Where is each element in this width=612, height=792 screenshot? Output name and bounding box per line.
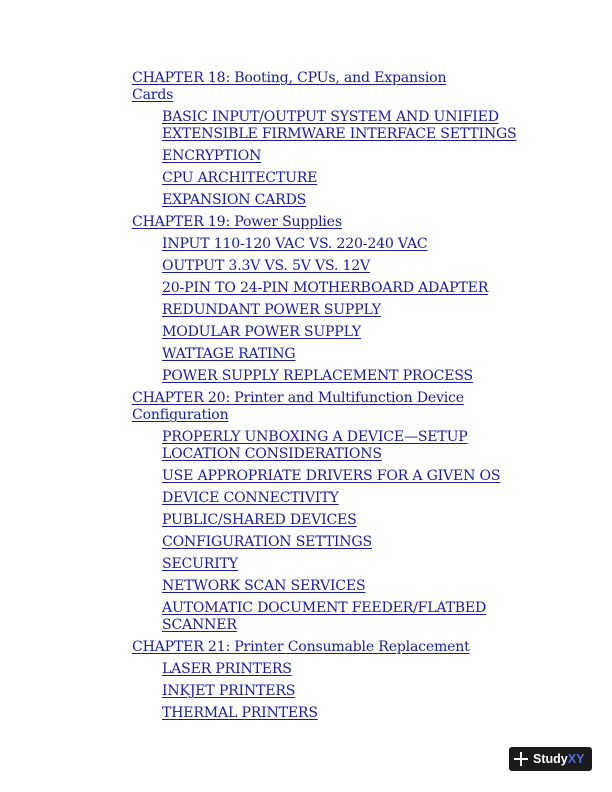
toc-link-chapter-19[interactable]: CHAPTER 19: Power Supplies [132, 214, 342, 230]
toc-link-cpu-architecture[interactable]: CPU ARCHITECTURE [162, 170, 318, 186]
brand-name [533, 752, 584, 766]
toc-link-redundant-power-supply[interactable]: REDUNDANT POWER SUPPLY [162, 302, 381, 318]
plus-icon [514, 752, 528, 766]
toc-link-public-shared-devices[interactable]: PUBLIC/SHARED DEVICES [162, 512, 357, 528]
toc-link-input-vac[interactable]: INPUT 110-120 VAC VS. 220-240 VAC [162, 236, 428, 252]
toc-link-chapter-18[interactable]: CHAPTER 18: Booting, CPUs, and Expansion Cards [132, 70, 447, 103]
toc-link-device-connectivity[interactable]: DEVICE CONNECTIVITY [162, 490, 339, 506]
studyxy-badge[interactable] [509, 747, 592, 771]
toc-link-appropriate-drivers[interactable]: USE APPROPRIATE DRIVERS FOR A GIVEN OS [162, 468, 501, 484]
toc-link-motherboard-adapter[interactable]: 20-PIN TO 24-PIN MOTHERBOARD ADAPTER [162, 280, 489, 296]
toc-link-chapter-20[interactable]: CHAPTER 20: Printer and Multifunction Device Configuration [132, 390, 464, 423]
toc-link-psu-replacement[interactable]: POWER SUPPLY REPLACEMENT PROCESS [162, 368, 473, 384]
toc-link-network-scan-services[interactable]: NETWORK SCAN SERVICES [162, 578, 366, 594]
brand-name-main: Study [533, 752, 568, 766]
toc-link-output-voltages[interactable]: OUTPUT 3.3V VS. 5V VS. 12V [162, 258, 371, 274]
toc-link-bios-uefi-settings[interactable]: BASIC INPUT/OUTPUT SYSTEM AND UNIFIED EXTENSIBLE FIRMWARE INTERFACE SETTINGS [162, 109, 517, 142]
toc-link-thermal-printers[interactable]: THERMAL PRINTERS [162, 705, 318, 721]
toc-link-security[interactable]: SECURITY [162, 556, 238, 572]
toc-link-wattage-rating[interactable]: WATTAGE RATING [162, 346, 296, 362]
toc-link-adf-flatbed-scanner[interactable]: AUTOMATIC DOCUMENT FEEDER/FLATBED SCANNER [162, 600, 487, 633]
toc-link-chapter-21[interactable]: CHAPTER 21: Printer Consumable Replacement [132, 639, 470, 655]
table-of-contents [0, 70, 612, 722]
toc-link-inkjet-printers[interactable]: INKJET PRINTERS [162, 683, 296, 699]
toc-link-laser-printers[interactable]: LASER PRINTERS [162, 661, 292, 677]
toc-link-expansion-cards[interactable]: EXPANSION CARDS [162, 192, 307, 208]
toc-link-modular-power-supply[interactable]: MODULAR POWER SUPPLY [162, 324, 361, 340]
toc-link-encryption[interactable]: ENCRYPTION [162, 148, 262, 164]
toc-link-configuration-settings[interactable]: CONFIGURATION SETTINGS [162, 534, 372, 550]
toc-link-unboxing-device[interactable]: PROPERLY UNBOXING A DEVICE—SETUP LOCATION CONSIDERATIONS [162, 429, 468, 462]
brand-name-accent: XY [567, 752, 585, 766]
